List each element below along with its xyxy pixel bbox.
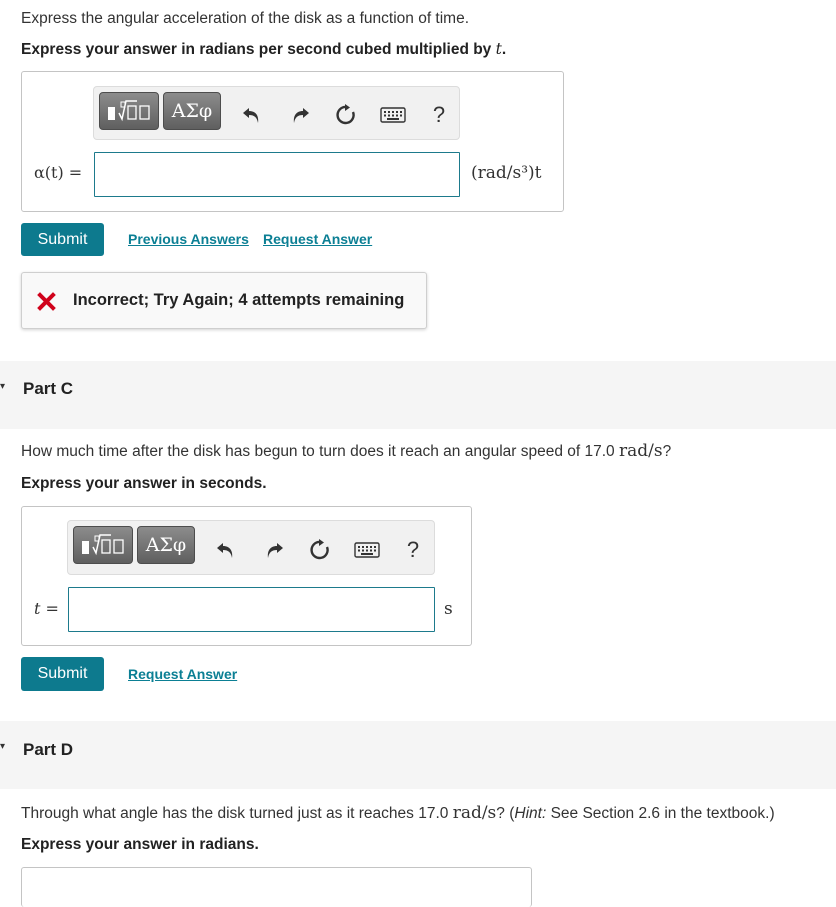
part-c-question-text: How much time after the disk has begun to turn does it reach an angular speed of 17.0: [21, 443, 619, 460]
part-b-unit: (rad/s³)t: [471, 163, 542, 183]
part-c-question-unit: rad/s: [618, 441, 663, 461]
part-b-instruction-var: t: [495, 40, 502, 58]
part-c-request-answer-link[interactable]: Request Answer: [128, 666, 238, 682]
part-b-question: Express the angular acceleration of the disk as a function of time.: [21, 10, 470, 27]
part-c-submit-button[interactable]: Submit: [21, 657, 104, 691]
part-b-answer-input[interactable]: [94, 152, 460, 197]
keyboard-icon[interactable]: [378, 100, 408, 130]
part-d-header[interactable]: [0, 721, 836, 789]
part-b-variable-label: α(t) =: [34, 163, 83, 182]
part-d-hint-label: Hint:: [514, 805, 547, 822]
feedback-banner: [21, 272, 427, 329]
part-c-answer-box: [21, 506, 472, 646]
part-c-answer-input[interactable]: [68, 587, 435, 632]
part-c-math-toolbar: [67, 520, 435, 575]
part-b-math-toolbar: [93, 86, 460, 140]
part-b-submit-button[interactable]: Submit: [21, 223, 104, 256]
part-d-answer-box: [21, 867, 532, 907]
part-d-question: [21, 803, 775, 823]
redo-icon[interactable]: [285, 100, 315, 130]
part-b-answer-box: [21, 71, 564, 212]
keyboard-icon[interactable]: [352, 535, 382, 565]
error-x-icon: [37, 292, 56, 315]
part-b-request-answer-link[interactable]: Request Answer: [263, 231, 373, 247]
reset-icon[interactable]: [305, 535, 335, 565]
part-c-question-suffix: ?: [662, 443, 672, 460]
part-d-title: Part D: [23, 740, 74, 759]
help-icon[interactable]: ?: [432, 102, 446, 127]
help-icon[interactable]: ?: [406, 537, 420, 562]
template-button[interactable]: [73, 526, 133, 564]
part-b-instruction-text: Express your answer in radians per second cubed multiplied by: [21, 41, 496, 58]
part-d-question-text: Through what angle has the disk turned just as it reaches 17.0: [21, 805, 453, 822]
template-icon: [79, 532, 127, 558]
redo-icon[interactable]: [259, 535, 289, 565]
part-c-instruction: Express your answer in seconds.: [21, 475, 267, 492]
template-icon: [105, 98, 153, 124]
part-c-unit: s: [444, 599, 453, 619]
part-d-question-mid: ? (: [496, 805, 515, 822]
undo-icon[interactable]: [237, 100, 267, 130]
feedback-text: Incorrect; Try Again; 4 attempts remaining: [73, 291, 405, 309]
template-button[interactable]: [99, 92, 159, 130]
part-c-variable-label: [34, 599, 59, 619]
part-d-hint-text: See Section 2.6 in the textbook.): [546, 805, 775, 822]
part-c-header[interactable]: [0, 361, 836, 429]
part-b-instruction: [21, 40, 506, 59]
collapse-caret-icon[interactable]: ▾: [0, 381, 6, 392]
part-d-question-unit: rad/s: [452, 803, 497, 823]
part-c-question: [21, 441, 671, 461]
collapse-caret-icon[interactable]: ▾: [0, 741, 6, 752]
part-b-instruction-suffix: .: [501, 41, 507, 58]
previous-answers-link[interactable]: Previous Answers: [128, 231, 249, 247]
symbols-button[interactable]: ΑΣφ: [163, 92, 221, 130]
part-d-instruction: Express your answer in radians.: [21, 836, 259, 853]
symbols-button[interactable]: ΑΣφ: [137, 526, 195, 564]
undo-icon[interactable]: [211, 535, 241, 565]
part-c-variable-label-text: t =: [34, 599, 59, 618]
reset-icon[interactable]: [331, 100, 361, 130]
part-c-title: Part C: [23, 379, 74, 398]
